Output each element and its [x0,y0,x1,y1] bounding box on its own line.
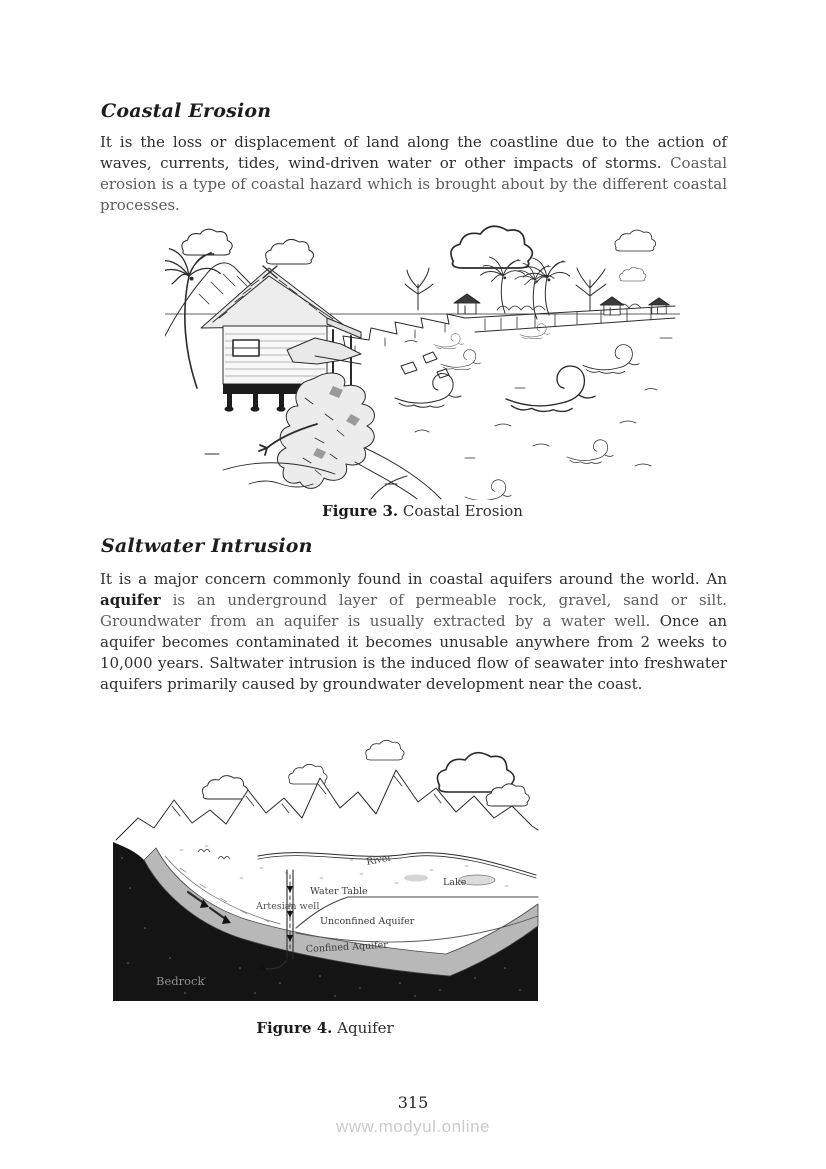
clouds [182,226,656,281]
coastal-erosion-paragraph [100,132,727,216]
coastal-erosion-heading: Coastal Erosion [101,100,272,122]
page-number: 315 [397,1093,429,1112]
figure-3-label: Figure 3. [322,502,399,520]
figure-3-caption [165,502,680,520]
saltwater-intrusion-heading: Saltwater Intrusion [101,535,313,557]
saltwater-intrusion-paragraph [100,569,727,694]
village-huts-and-trees [405,257,669,319]
unconfined-aquifer-label: Unconfined Aquifer [320,916,415,927]
figure-4-label: Figure 4. [256,1019,333,1037]
saltwater-sentence-1: It is a major concern commonly found in coastal aquifers around the world. An [100,570,727,588]
clouds-front [437,753,529,806]
aquifer-diagram [110,728,540,1003]
coastal-erosion-sentence-2: Coastal erosion is a type of coastal hazard which is brought about by the different coastal processes. [100,153,727,214]
coastal-erosion-sentence-1: It is the loss or displacement of land along the coastline due to the action of waves, currents, tides, wind-driven water or other impacts of storms. [100,133,727,172]
confined-aquifer-label: Confined Aquifer [305,939,389,955]
waves [395,324,639,500]
saltwater-sentence-2: is an underground layer of permeable rock, gravel, sand or silt. Groundwater from an aquifer is usually extracted by a water well. [100,590,727,630]
saltwater-sentence-3: Once an aquifer becomes contaminated it becomes unusable anywhere from 2 weeks to 10,000 years. Saltwater intrusion is the induced flow of seawater into freshwater aquifers primarily caused by groundwater development near the coast. [100,611,728,693]
figure-4-caption [110,1019,540,1037]
watermark: www.modyul.online [335,1117,490,1136]
bedrock-label: Bedrock [156,974,205,988]
eroded-cliff [300,306,675,378]
coastal-erosion-illustration [165,218,680,500]
figure-4-title: Aquifer [332,1019,394,1037]
aquifer-term: aquifer [100,590,161,609]
river [258,853,536,878]
river-label: River [365,852,393,868]
figure-3-title: Coastal Erosion [398,502,523,520]
clouds [202,740,404,799]
water-table-label: Water Table [310,886,368,897]
artesian-well-label: Artesian well [256,901,320,912]
lake-label: Lake [443,877,467,888]
